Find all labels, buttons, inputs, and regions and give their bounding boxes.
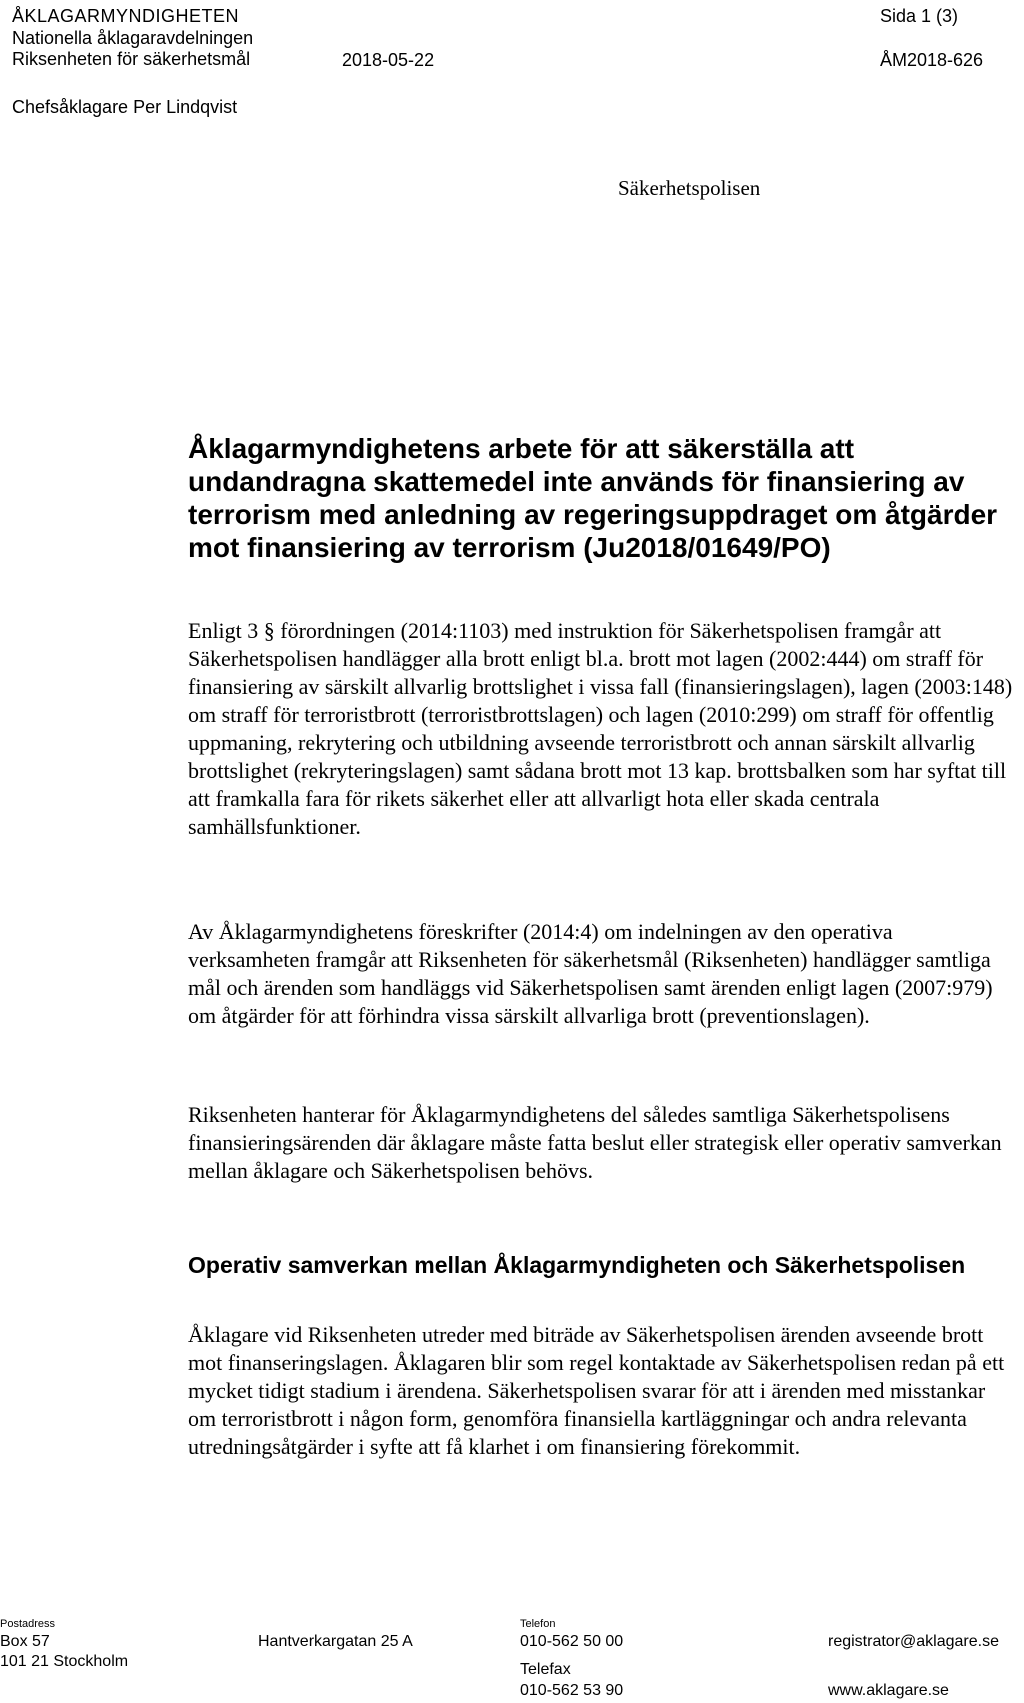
body-paragraph: Av Åklagarmyndighetens föreskrifter (2014:4) om indelningen av den operativa verksamheten framgår att Riksenheten för säkerhetsmål (Riksenheten) handlägger samtliga mål och ärenden som handläggs vid Säkerhetspolisen samt ärenden enligt lagen (2007:979) om åtgärder för att förhindra vissa särskilt allvarliga brott (preventionslagen). xyxy=(188,919,993,1028)
footer-postal-city: 101 21 Stockholm xyxy=(0,1653,129,1670)
footer-street-address: Hantverkargatan 25 A xyxy=(258,1633,413,1650)
page-number: Sida 1 (3) xyxy=(880,6,959,26)
department-name: Nationella åklagaravdelningen xyxy=(12,28,254,48)
section-heading: Operativ samverkan mellan Åklagarmyndigheten och Säkerhetspolisen xyxy=(188,1252,966,1278)
footer-phone: 010-562 50 00 xyxy=(520,1633,624,1650)
footer-fax: 010-562 53 90 xyxy=(520,1682,624,1699)
body-paragraph: Enligt 3 § förordningen (2014:1103) med instruktion för Säkerhetspolisen framgår att Säkerhetspolisen handlägger alla brott enligt bl.a. brott mot lagen (2002:444) om straff för finansiering av särskilt allvarlig brottslighet i vissa fall (finansieringslagen), lagen (2003:148) om straff för terroristbrott (terroristbrottslagen) och lagen (2010:299) om straff för offentlig uppmaning, rekrytering och utbildning avseende terroristbrott och annan särskilt allvarlig brottslighet (rekryteringslagen) samt sådana brott mot 13 kap. brottsbalken som har syftat till att framkalla fara för rikets säkerhet eller att allvarligt hota eller skada centrala samhällsfunktioner. xyxy=(188,618,1013,839)
author: Chefsåklagare Per Lindqvist xyxy=(12,97,238,117)
footer-website: www.aklagare.se xyxy=(828,1682,949,1699)
footer-phone-label: Telefon xyxy=(520,1618,556,1630)
body-paragraph: Riksenheten hanterar för Åklagarmyndighetens del således samtliga Säkerhetspolisens finansieringsärenden där åklagare måste fatta beslut eller strategisk eller operativ samverkan mellan åklagare och Säkerhetspolisen behövs. xyxy=(188,1102,1002,1183)
unit-name: Riksenheten för säkerhetsmål xyxy=(12,49,251,69)
agency-name: ÅKLAGARMYNDIGHETEN xyxy=(12,6,240,26)
reference-number: ÅM2018-626 xyxy=(880,50,984,70)
body-paragraph: Åklagare vid Riksenheten utreder med biträde av Säkerhetspolisen ärenden avseende brott mot finanseringslagen. Åklagaren blir som regel kontaktade av Säkerhetspolisen redan på ett mycket tidigt stadium i ärendena. Säkerhetspolisen svarar för att i ärenden med misstankar om terroristbrott i någon form, genomföra finansiella kartläggningar och andra relevanta utredningsåtgärder i syfte att få klarhet i om finansiering förekommit. xyxy=(188,1322,1005,1459)
document-title: Åklagarmyndighetens arbete för att säkerställa att undandragna skattemedel inte används för finansiering av terrorism med anledning av regeringsuppdraget om åtgärder mot finansiering av terrorism (Ju2018/01649/PO) xyxy=(188,433,998,563)
footer-postal-label: Postadress xyxy=(0,1618,56,1630)
footer-postal-box: Box 57 xyxy=(0,1633,50,1650)
recipient: Säkerhetspolisen xyxy=(618,176,761,200)
footer-email: registrator@aklagare.se xyxy=(828,1633,999,1650)
footer-fax-label: Telefax xyxy=(520,1661,571,1678)
document-date: 2018-05-22 xyxy=(342,50,435,70)
